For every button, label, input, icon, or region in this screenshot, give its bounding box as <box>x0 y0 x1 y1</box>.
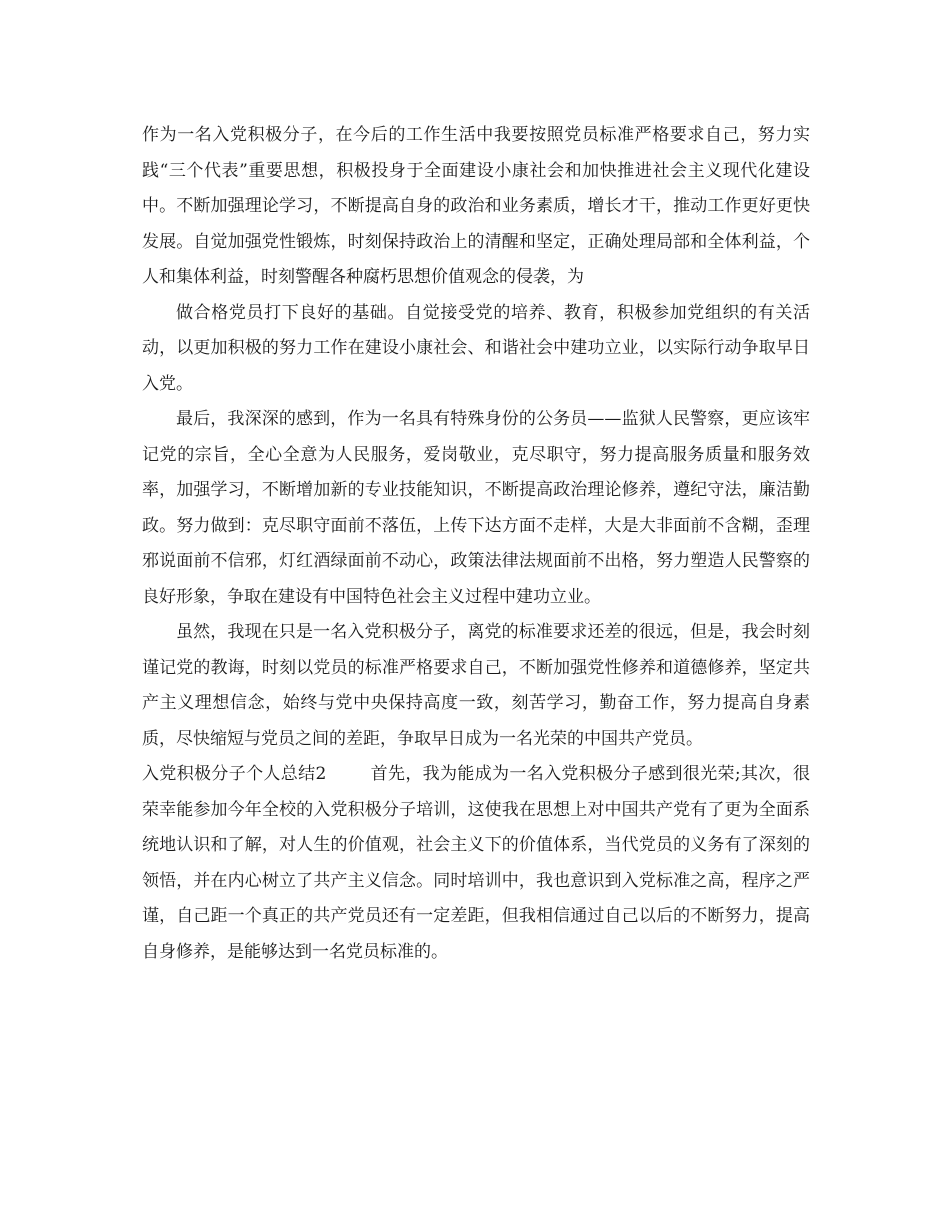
paragraph-5-body: 首先，我为能成为一名入党积极分子感到很光荣;其次，很荣幸能参加今年全校的入党积极分子培训，这使我在思想上对中国共产党有了更为全面系统地认识和了解，对人生的价值观，社会主义下的价值体系，当代党员的义务有了深刻的领悟，并在内心树立了共产主义信念。同时培训中，我也意识到入党标准之高，程序之严谨，自己距一个真正的共产党员还有一定差距，但我相信通过自己以后的不断努力，提高自身修养，是能够达到一名党员标准的。 <box>142 764 810 962</box>
paragraph-4: 虽然，我现在只是一名入党积极分子，离党的标准要求还差的很远，但是，我会时刻谨记党的教诲，时刻以党员的标准严格要求自己，不断加强党性修养和道德修养，坚定共产主义理想信念，始终与党中央保持高度一致，刻苦学习，勤奋工作，努力提高自身素质，尽快缩短与党员之间的差距，争取早日成为一名光荣的中国共产党员。 <box>142 622 810 749</box>
paragraph-1: 作为一名入党积极分子，在今后的工作生活中我要按照党员标准严格要求自己，努力实践“三个代表”重要思想，积极投身于全面建设小康社会和加快推进社会主义现代化建设中。不断加强理论学习，不断提高自身的政治和业务素质，增长才干，推动工作更好更快发展。自觉加强党性锻炼，时刻保持政治上的清醒和坚定，正确处理局部和全体利益，个人和集体利益，时刻警醒各种腐朽思想价值观念的侵袭，为 <box>142 125 810 287</box>
section-heading: 入党积极分子个人总结2 <box>142 764 327 784</box>
document-page <box>142 118 810 970</box>
paragraph-5 <box>142 757 810 970</box>
paragraph-2: 做合格党员打下良好的基础。自觉接受党的培养、教育，积极参加党组织的有关活动，以更加积极的努力工作在建设小康社会、和谐社会中建功立业，以实际行动争取早日入党。 <box>142 302 810 394</box>
paragraph-3: 最后，我深深的感到，作为一名具有特殊身份的公务员——监狱人民警察，更应该牢记党的宗旨，全心全意为人民服务，爱岗敬业，克尽职守，努力提高服务质量和服务效率，加强学习，不断增加新的专业技能知识，不断提高政治理论修养，遵纪守法，廉洁勤政。努力做到：克尽职守面前不落伍，上传下达方面不走样，大是大非面前不含糊，歪理邪说面前不信邪，灯红酒绿面前不动心，政策法律法规面前不出格，努力塑造人民警察的良好形象，争取在建设有中国特色社会主义过程中建功立业。 <box>142 409 810 607</box>
